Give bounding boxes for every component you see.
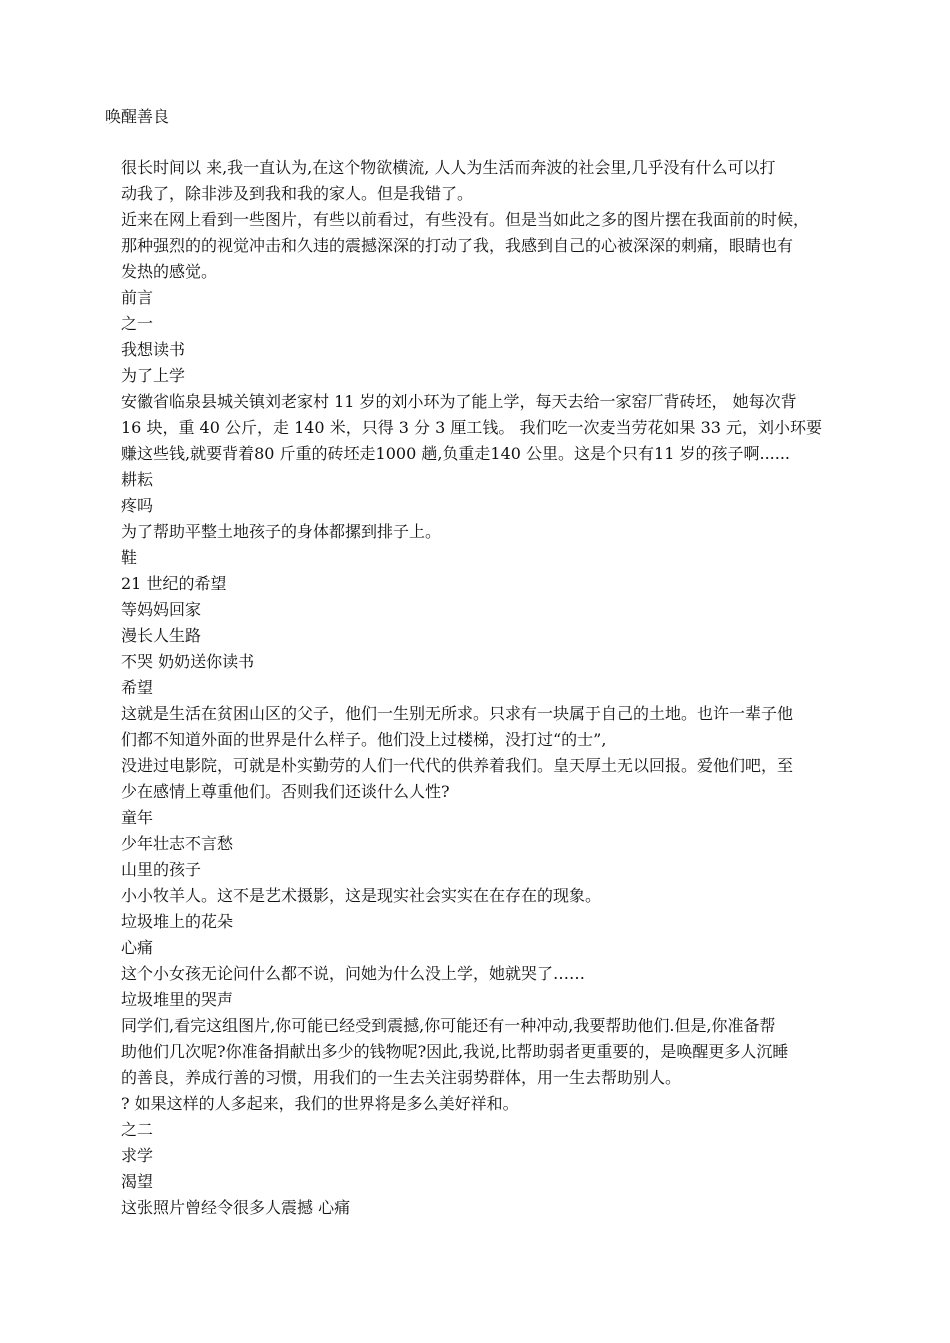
text-line: 赚这些钱,就要背着80 斤重的砖坯走1000 趟,负重走140 公里。这是个只有11 岁的孩子啊...... [121,444,791,463]
text-line: 发热的感觉。 [121,262,218,281]
text-line: 少年壮志不言愁 [121,834,234,853]
document-body [121,155,851,1221]
text-line: 山里的孩子 [121,860,202,879]
text-line: 我想读书 [121,340,186,359]
text-line: 之二 [121,1120,154,1139]
text-line: 为了帮助平整土地孩子的身体都摞到排子上。 [121,522,442,541]
text-line: 助他们几次呢?你准备捐献出多少的钱物呢?因此,我说,比帮助弱者更重要的，是唤醒更多人沉睡 [121,1042,789,1061]
text-line: 小小牧羊人。这不是艺术摄影，这是现实社会实实在在存在的现象。 [121,886,602,905]
text-line: 不哭 奶奶送你读书 [121,652,255,671]
text-line: 渴望 [121,1172,154,1191]
text-line: 同学们,看完这组图片,你可能已经受到震撼,你可能还有一种冲动,我要帮助他们.但是,你准备帮 [121,1016,776,1035]
text-line: 21 世纪的希望 [121,574,227,593]
text-line: 很长时间以 来,我一直认为,在这个物欲横流, 人人为生活而奔波的社会里,几乎没有什么可以打 [121,158,776,177]
text-line: 耕耘 [121,470,154,489]
text-line: 求学 [121,1146,154,1165]
text-line: 16 块，重 40 公斤，走 140 米，只得 3 分 3 厘工钱。 我们吃一次麦当劳花如果 33 元，刘小环要 [121,418,823,437]
text-line: ? 如果这样的人多起来，我们的世界将是多么美好祥和。 [121,1094,519,1113]
text-line: 安徽省临泉县城关镇刘老家村 11 岁的刘小环为了能上学，每天去给一家窑厂背砖坯， 她每次背 [121,392,797,411]
text-line: 那种强烈的的视觉冲击和久违的震撼深深的打动了我，我感到自己的心被深深的刺痛，眼睛也有 [121,236,794,255]
text-line: 近来在网上看到一些图片，有些以前看过，有些没有。但是当如此之多的图片摆在我面前的时候， [121,210,810,229]
text-line: 垃圾堆上的花朵 [121,912,234,931]
text-line: 这张照片曾经令很多人震撼 心痛 [121,1198,351,1217]
text-line: 们都不知道外面的世界是什么样子。他们没上过楼梯，没打过“的士”, [121,730,607,749]
text-line: 心痛 [121,938,154,957]
text-line: 为了上学 [121,366,186,385]
text-line: 这个小女孩无论问什么都不说，问她为什么没上学，她就哭了…… [121,964,586,983]
text-line: 漫长人生路 [121,626,202,645]
text-line: 垃圾堆里的哭声 [121,990,234,1009]
text-line: 希望 [121,678,154,697]
text-line: 少在感情上尊重他们。否则我们还谈什么人性? [121,782,450,801]
document-title: 唤醒善良 [105,107,170,126]
text-line: 没进过电影院，可就是朴实勤劳的人们一代代的供养着我们。皇天厚土无以回报。爱他们吧，至 [121,756,794,775]
text-line: 童年 [121,808,154,827]
text-line: 之一 [121,314,154,333]
text-line: 前言 [121,288,154,307]
text-line: 疼吗 [121,496,154,515]
text-line: 动我了，除非涉及到我和我的家人。但是我错了。 [121,184,474,203]
text-line: 的善良，养成行善的习惯，用我们的一生去关注弱势群体，用一生去帮助别人。 [121,1068,682,1087]
text-line: 鞋 [121,548,138,567]
text-line: 等妈妈回家 [121,600,202,619]
text-line: 这就是生活在贫困山区的父子，他们一生别无所求。只求有一块属于自己的土地。也许一辈子他 [121,704,794,723]
